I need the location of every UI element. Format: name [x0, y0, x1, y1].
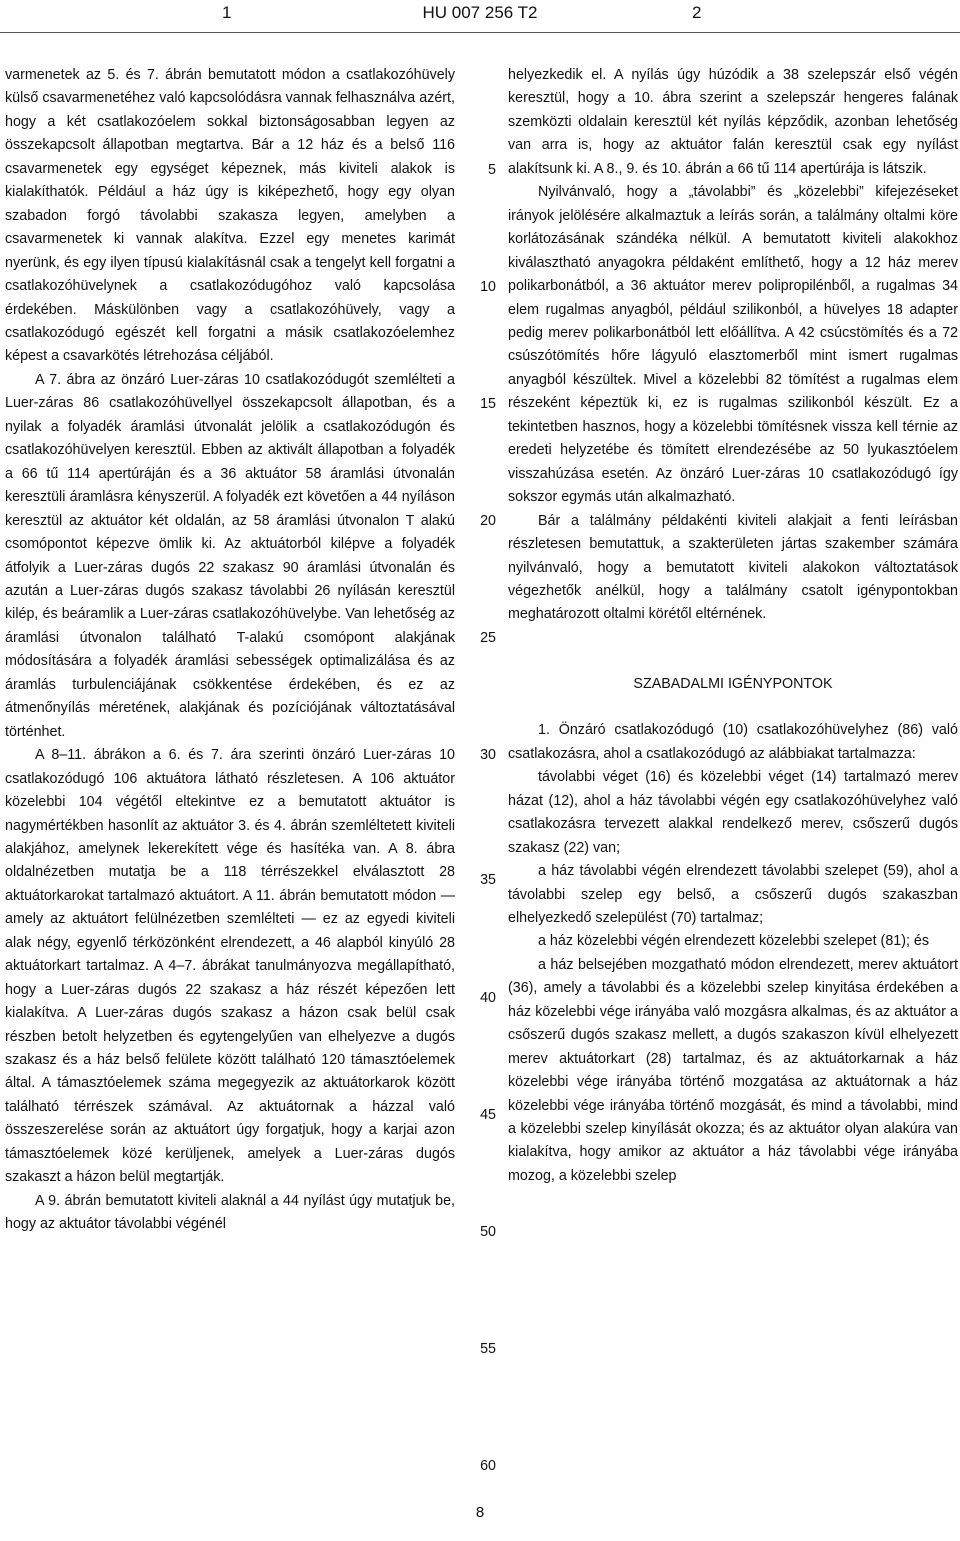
- left-paragraph-1: varmenetek az 5. és 7. ábrán bemutatott módon a csatlakozóhüvely külső csavarmenetéhez való kapcsolódásra vannak felhasználva azért, hogy a két csatlakozóelem sokkal biztonságosabban legyen az összekapcsolt állapotban megtartva. Bár a 12 ház és a belső 116 csavarmenetek egy egységet képeznek, más kiviteli alakok is kialakíthatók. Például a ház úgy is kiképezhető, hogy egy olyan szabadon forgó távolabbi szakasza legyen, amelyben a csavarmenetek ki vannak alakítva. Ezzel egy menetes karimát nyerünk, és egy ilyen típusú kialakításnál csak a tengelyt kell forgatni a csatlakozóhüvelynek a csatlakozódugóhoz való kapcsolása érdekében. Máskülönben vagy a csatlakozóhüvely, vagy a csatlakozódugó egészét kell forgatni a másik csatlakozóelemhez képest a csavarkötés létrehozása céljából.: [5, 67, 455, 365]
- left-paragraph-4: A 9. ábrán bemutatott kiviteli alaknál a 44 nyílást úgy mutatjuk be, hogy az aktuátor távolabbi végénél: [5, 1192, 455, 1233]
- claim-1-intro: 1. Önzáró csatlakozódugó (10) csatlakozóhüvelyhez (86) való csatlakozásra, ahol a csatlakozódugó az alábbiakat tartalmazza:: [508, 722, 958, 762]
- line-number: 45: [480, 1107, 496, 1123]
- right-paragraph-3: Bár a találmány példakénti kiviteli alakjait a fenti leírásban részletesen bemutattuk, a szakterületen jártas szakember számára nyilvánvaló, hogy a bemutatott kiviteli alakokon változtatások végezhetők anélkül, hogy a találmány csatolt igénypontokban meghatározott oltalmi körétől eltérnének.: [508, 512, 958, 623]
- line-number: 5: [488, 162, 496, 178]
- right-paragraph-1: helyezkedik el. A nyílás úgy húzódik a 38 szelepszár első végén keresztül, hogy a 10. ábra szerint a szelepszár hengeres falának szemközti oldalain keresztül két nyílás képződik, azonban lehetőség van arra is, hogy az aktuátor falán keresztül csak egy nyílást alakítsunk ki. A 8., 9. és 10. ábrán a 66 tű 114 apertúrája is látszik.: [508, 67, 958, 177]
- line-number: 10: [480, 279, 496, 295]
- claims-heading: SZABADALMI IGÉNYPONTOK: [633, 675, 833, 692]
- header-rule: [0, 32, 960, 33]
- header-left-page-number: 1: [222, 3, 232, 22]
- claim-1-element-proximal-valve: a ház közelebbi végén elrendezett közelebbi szelepet (81); és: [538, 933, 930, 950]
- line-number: 55: [480, 1341, 496, 1357]
- left-column: [5, 64, 455, 1237]
- line-number: 30: [480, 747, 496, 763]
- line-number: 60: [480, 1458, 496, 1474]
- claim-1-element-housing: távolabbi véget (16) és közelebbi véget (14) tartalmazó merev házat (12), ahol a ház távolabbi végén egy csatlakozóhüvelyhez való csatlakozásra tervezett alakkal rendelkező merev, csőszerű dugós szakasz (22) van;: [508, 769, 958, 856]
- claim-1-element-actuator: a ház belsejében mozgatható módon elrendezett, merev aktuátort (36), amely a távolabbi és a közelebbi szelep kinyitása érdekében a ház közelebbi vége irányába való mozgásra alkalmas, és az aktuátor a csőszerű dugós szakasz mellett, a dugós szakaszon kívül elhelyezett merev aktuátorkart (28) tartalmaz, és az aktuátorkarnak a ház közelebbi vége irányába történő mozgatása az aktuátornak a ház közelebbi vége irányába történő mozgását, és mind a távolabbi, mind a közelebbi szelep kinyílását okozza; és az aktuátor olyan alakúra van kialakítva, hogy amikor az aktuátor a ház távolabbi vége irányába mozog, a közelebbi szelep: [508, 956, 958, 1184]
- claim-1-element-distal-valve: a ház távolabbi végén elrendezett távolabbi szelepet (59), ahol a távolabbi szelep egy belső, a csőszerű dugós szakaszban elhelyezkedő szelepülést (70) tartalmaz;: [508, 863, 958, 926]
- line-number: 35: [480, 872, 496, 888]
- right-column: [508, 64, 958, 1188]
- line-number: 50: [480, 1224, 496, 1240]
- page-header: [0, 0, 960, 40]
- right-paragraph-2: Nyilvánvaló, hogy a „távolabbi” és „közelebbi” kifejezéseket irányok jelölésére alkalmaztuk a leírás során, a találmány oltalmi köre korlátozásának szándéka nélkül. A bemutatott kiviteli alakokhoz kiválasztható anyagokra példaként említhető, hogy a 12 ház merev polikarbonátból, a 36 aktuátor merev polipropilénből, a rugalmas 34 elem rugalmas anyagból, például szilikonból, a hüvelyes 18 adapter pedig merev polikarbonátból lett előállítva. A 42 csúcstömítés és a 72 csúszótömítés hőre lágyuló elasztomerből mint ismert rugalmas anyagból készültek. Mivel a közelebbi 82 tömítést a rugalmas elem részeként képeztük ki, ez is rugalmas szilikonból készült. Ez a tekintetben hasznos, hogy a közelebbi tömítésnek vissza kell térnie az eredeti helyzetébe és tömített elrendezésébe az 50 lyukasztóelem visszahúzása esetén. Az önzáró Luer-záras 10 csatlakozódugó így sokszor egymás után alkalmazható.: [508, 184, 958, 506]
- line-number: 15: [480, 396, 496, 412]
- section-spacer: [508, 696, 958, 719]
- line-number: 25: [480, 630, 496, 646]
- line-number: 40: [480, 990, 496, 1006]
- section-spacer: [508, 627, 958, 673]
- header-right-page-number: 2: [692, 3, 702, 22]
- header-document-number: HU 007 256 T2: [422, 3, 538, 22]
- line-number: 20: [480, 513, 496, 529]
- left-paragraph-2: A 7. ábra az önzáró Luer-záras 10 csatlakozódugót szemlélteti a Luer-záras 86 csatlakozóhüvellyel összekapcsolt állapotban, és a nyilak a folyadék áramlási útvonalát jelölik a csatlakozódugón és csatlakozóhüvelyen keresztül. Ebben az aktivált állapotban a folyadék a 66 tű 114 apertúráján és a 36 aktuátor 58 áramlási útvonalán keresztüli áramlásra kényszerül. A folyadék ezt követően a 44 nyíláson keresztül az aktuátor két oldalán, az 58 áramlási útvonalon T alakú csomópontot képezve ömlik ki. Az aktuátorból kilépve a folyadék átfolyik a Luer-záras dugós 22 szakasz 90 áramlási útvonalán és azután a Luer-záras dugós szakasz távolabbi 26 nyílásán keresztül kilép, és beáramlik a Luer-záras csatlakozóhüvelybe. Van lehetőség az áramlási útvonalon található T-alakú csomópont alakjának módosítására a folyadék áramlási sebességek optimalizálása és az áramlás turbulenciájának csökkentése érdekében, és ez az átmenőnyílás méretének, alakjának és pozíciójának változtatásával történhet.: [5, 371, 455, 740]
- footer-page-number: 8: [475, 1504, 485, 1521]
- left-paragraph-3: A 8–11. ábrákon a 6. és 7. ára szerinti önzáró Luer-záras 10 csatlakozódugó 106 aktuátora látható részletesen. A 106 aktuátor közelebbi 104 végétől eltekintve ez a bemutatott aktuátor is nagymértékben hasonlít az aktuátor 3. és 4. ábrán szemléltetett kiviteli alakjához, amelynek lekerekített vége és hasítéka van. A 8. ábra oldalnézetben mutatja be a 118 térrészekkel elválasztott 28 aktuátorkarokat tartalmazó aktuátort. A 11. ábrán bemutatott módon — amely az aktuátort felülnézetben szemlélteti — ez az egyedi kiviteli alak négy, egyenlő térközönként elrendezett, a 46 alapból kinyúló 28 aktuátorkart tartalmaz. A 4–7. ábrákat tanulmányozva megállapítható, hogy a Luer-záras dugós 22 szakasz a ház részét képezően lett kialakítva. A Luer-záras dugós szakasz a házon csak belül csak részben betolt helyzetben és egytengelyűen van elhelyezve a dugós szakasz és a ház belső felülete között található 120 támasztóelemek által. A támasztóelemek száma megegyezik az aktuátorkarok között található térrészek számával. Az aktuátornak a házzal való összeszerelése során az aktuátort úgy forgatjuk, hogy a karjai azon támasztóelemek közé kerüljenek, amelyek a Luer-záras dugós szakaszt a házon belül megtartják.: [5, 747, 455, 1186]
